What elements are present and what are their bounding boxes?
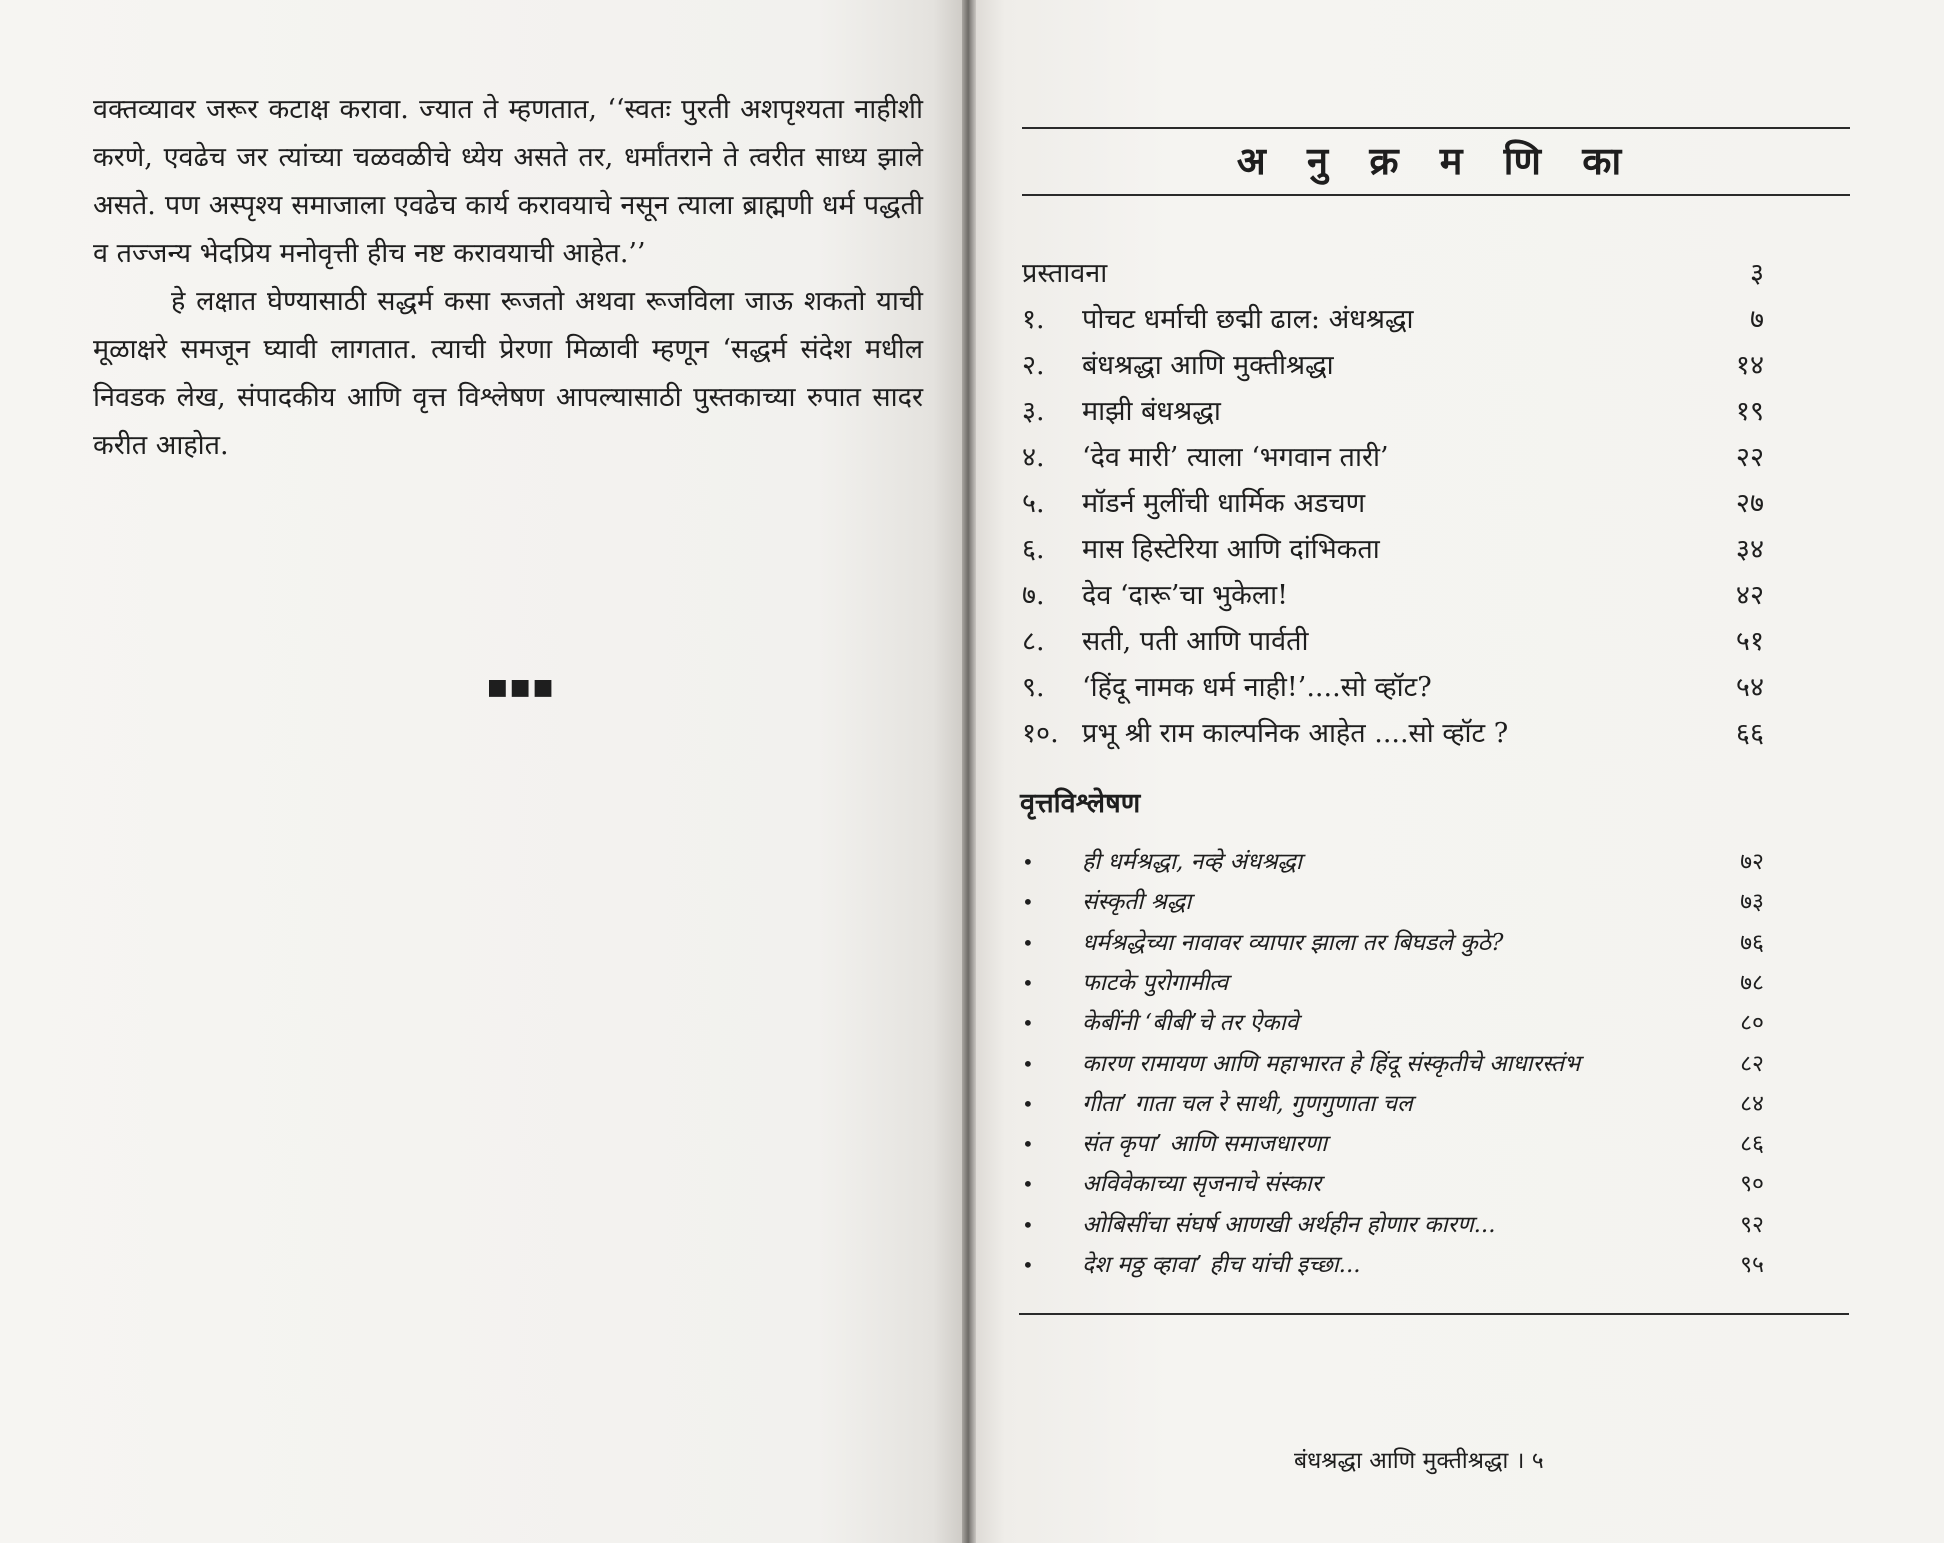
title-top-rule bbox=[1022, 127, 1850, 129]
analysis-entry-title: संत कृपा’ आणि समाजधारणा bbox=[1082, 1131, 1328, 1157]
title-bottom-rule bbox=[1022, 194, 1850, 196]
toc-entry-page: १९ bbox=[1735, 396, 1764, 427]
toc-entry-page: ५१ bbox=[1735, 626, 1764, 657]
toc-entry-page: ७ bbox=[1749, 304, 1764, 335]
analysis-entry-page: ७३ bbox=[1740, 889, 1764, 915]
toc-entry-title: मास हिस्टेरिया आणि दांभिकता bbox=[1082, 534, 1380, 565]
bullet-icon: • bbox=[1022, 931, 1034, 955]
toc-entry bbox=[1022, 435, 1764, 481]
bullet-icon: • bbox=[1022, 890, 1034, 914]
analysis-entry-page: ८२ bbox=[1740, 1051, 1764, 1077]
toc-entry bbox=[1022, 665, 1764, 711]
analysis-entry-title: अविवेकाच्या सृजनाचे संस्कार bbox=[1082, 1171, 1322, 1197]
analysis-entry bbox=[1022, 1124, 1764, 1164]
toc-entry-title: प्रस्तावना bbox=[1022, 258, 1108, 289]
analysis-entry-page: ८६ bbox=[1740, 1131, 1764, 1157]
toc-entry-page: ४२ bbox=[1735, 580, 1764, 611]
analysis-entry-title: ओबिसींचा संघर्ष आणखी अर्थहीन होणार कारण... bbox=[1082, 1212, 1496, 1238]
toc-entry-title: देव ‘दारू’चा भुकेला! bbox=[1082, 580, 1288, 611]
toc-entry bbox=[1022, 573, 1764, 619]
toc-entry bbox=[1022, 343, 1764, 389]
analysis-entry-title: संस्कृती श्रद्धा bbox=[1082, 889, 1192, 915]
toc-entry-number: ९. bbox=[1022, 672, 1045, 703]
toc-entry-number: २. bbox=[1022, 350, 1045, 381]
bullet-icon: • bbox=[1022, 1052, 1034, 1076]
book-gutter bbox=[962, 0, 976, 1543]
body-paragraph: वक्तव्यावर जरूर कटाक्ष करावा. ज्यात ते म्हणतात, ‘‘स्वतः पुरती अशपृश्यता नाहीशी करणे, एवढेच जर त्यांच्या चळवळीचे ध्येय असते तर, धर्मांतराने ते त्वरीत साध्य झाले असते. पण अस्पृश्य समाजाला एवढेच कार्य करावयाचे नसून त्याला ब्राह्मणी धर्म पद्धती व तज्जन्य भेदप्रिय मनोवृत्ती हीच नष्ट करावयाची आहेत.’’ bbox=[93, 94, 923, 269]
toc-entry-title: सती, पती आणि पार्वती bbox=[1082, 626, 1309, 657]
toc-entry-page: ५४ bbox=[1735, 672, 1764, 703]
section-heading: वृत्तविश्लेषण bbox=[1020, 788, 1141, 819]
analysis-entry-page: ९२ bbox=[1740, 1212, 1764, 1238]
analysis-entry-title: गीता’ गाता चल रे साथी, गुणगुणाता चल bbox=[1082, 1091, 1413, 1117]
bullet-icon: • bbox=[1022, 1172, 1034, 1196]
toc-entry-number: ६. bbox=[1022, 534, 1045, 565]
analysis-entry bbox=[1022, 1044, 1764, 1084]
analysis-entry-title: केबींनी ‘बीबी’चे तर ऐकावे bbox=[1082, 1010, 1299, 1036]
toc-entry bbox=[1022, 711, 1764, 757]
toc-entry bbox=[1022, 389, 1764, 435]
analysis-entry bbox=[1022, 842, 1764, 882]
analysis-entry bbox=[1022, 1205, 1764, 1245]
bullet-icon: • bbox=[1022, 1213, 1034, 1237]
analysis-entry-page: ७८ bbox=[1740, 970, 1764, 996]
toc-end-rule bbox=[1019, 1313, 1849, 1315]
toc-title: अ नु क्र म णि का bbox=[1236, 138, 1636, 183]
toc-entry-title: ‘देव मारी’ त्याला ‘भगवान तारी’ bbox=[1082, 442, 1389, 473]
running-footer: बंधश्रद्धा आणि मुक्तीश्रद्धा । ५ bbox=[1294, 1448, 1544, 1474]
analysis-entry-title: कारण रामायण आणि महाभारत हे हिंदू संस्कृतीचे आधारस्तंभ bbox=[1082, 1051, 1581, 1077]
toc-entry-title: ‘हिंदू नामक धर्म नाही!’....सो व्हॉट? bbox=[1082, 672, 1432, 703]
analysis-entry-title: ही धर्मश्रद्धा, नव्हे अंधश्रद्धा bbox=[1082, 849, 1302, 875]
analysis-entry-page: ९५ bbox=[1740, 1252, 1764, 1278]
toc-entry-number: ३. bbox=[1022, 396, 1045, 427]
toc-entry-number: ५. bbox=[1022, 488, 1045, 519]
analysis-entry-page: ८० bbox=[1740, 1010, 1764, 1036]
analysis-entry-page: ९० bbox=[1740, 1171, 1764, 1197]
bullet-icon: • bbox=[1022, 971, 1034, 995]
toc-entry-number: ४. bbox=[1022, 442, 1045, 473]
toc-entry bbox=[1022, 481, 1764, 527]
analysis-entry-title: फाटके पुरोगामीत्व bbox=[1082, 970, 1229, 996]
analysis-entry bbox=[1022, 882, 1764, 922]
toc-entry-title: मॉडर्न मुलींची धार्मिक अडचण bbox=[1082, 488, 1366, 519]
left-page bbox=[0, 0, 962, 1543]
toc-entry-number: ८. bbox=[1022, 626, 1045, 657]
bullet-icon: • bbox=[1022, 1253, 1034, 1277]
toc-entry-page: १४ bbox=[1735, 350, 1764, 381]
toc-entry bbox=[1022, 527, 1764, 573]
toc-entry-title: बंधश्रद्धा आणि मुक्तीश्रद्धा bbox=[1082, 350, 1334, 381]
analysis-entry-page: ८४ bbox=[1740, 1091, 1764, 1117]
analysis-entry bbox=[1022, 1245, 1764, 1285]
bullet-icon: • bbox=[1022, 1011, 1034, 1035]
toc-entry-number: १०. bbox=[1022, 718, 1059, 749]
analysis-entry bbox=[1022, 963, 1764, 1003]
toc-entry-page: २७ bbox=[1735, 488, 1764, 519]
toc-entry-title: प्रभू श्री राम काल्पनिक आहेत ....सो व्हॉट ? bbox=[1082, 718, 1509, 749]
analysis-entry bbox=[1022, 1084, 1764, 1124]
toc-entry bbox=[1022, 297, 1764, 343]
toc-entry-page: ३४ bbox=[1735, 534, 1764, 565]
toc-entry-page: ६६ bbox=[1735, 718, 1764, 749]
analysis-entry-title: देश मठ्ठ व्हावा’ हीच यांची इच्छा... bbox=[1082, 1252, 1361, 1278]
analysis-entry bbox=[1022, 923, 1764, 963]
analysis-entry-title: धर्मश्रद्धेच्या नावावर व्यापार झाला तर बिघडले कुठे? bbox=[1082, 930, 1504, 956]
section-end-mark: ■■■ bbox=[487, 675, 556, 700]
right-page bbox=[976, 0, 1944, 1543]
toc-entry-title: माझी बंधश्रद्धा bbox=[1082, 396, 1221, 427]
body-paragraph: हे लक्षात घेण्यासाठी सद्धर्म कसा रूजतो अथवा रूजविला जाऊ शकतो याची मूळाक्षरे समजून घ्यावी लागतात. त्याची प्रेरणा मिळावी म्हणून ‘सद्धर्म संदेश मधील निवडक लेख, संपादकीय आणि वृत्त विश्लेषण आपल्यासाठी पुस्तकाच्या रुपात सादर करीत आहोत. bbox=[93, 286, 923, 461]
bullet-icon: • bbox=[1022, 1092, 1034, 1116]
analysis-entry bbox=[1022, 1164, 1764, 1204]
analysis-entry bbox=[1022, 1003, 1764, 1043]
analysis-entry-page: ७२ bbox=[1740, 849, 1764, 875]
toc-entry-number: ७. bbox=[1022, 580, 1045, 611]
toc-entry-title: पोचट धर्माची छद्मी ढाल: अंधश्रद्धा bbox=[1082, 304, 1414, 335]
toc-entry-page: ३ bbox=[1749, 258, 1764, 289]
toc-entry bbox=[1022, 619, 1764, 665]
toc-entry bbox=[1022, 251, 1764, 297]
toc-entry-number: १. bbox=[1022, 304, 1045, 335]
bullet-icon: • bbox=[1022, 850, 1034, 874]
analysis-entry-page: ७६ bbox=[1740, 930, 1764, 956]
toc-entry-page: २२ bbox=[1735, 442, 1764, 473]
bullet-icon: • bbox=[1022, 1132, 1034, 1156]
